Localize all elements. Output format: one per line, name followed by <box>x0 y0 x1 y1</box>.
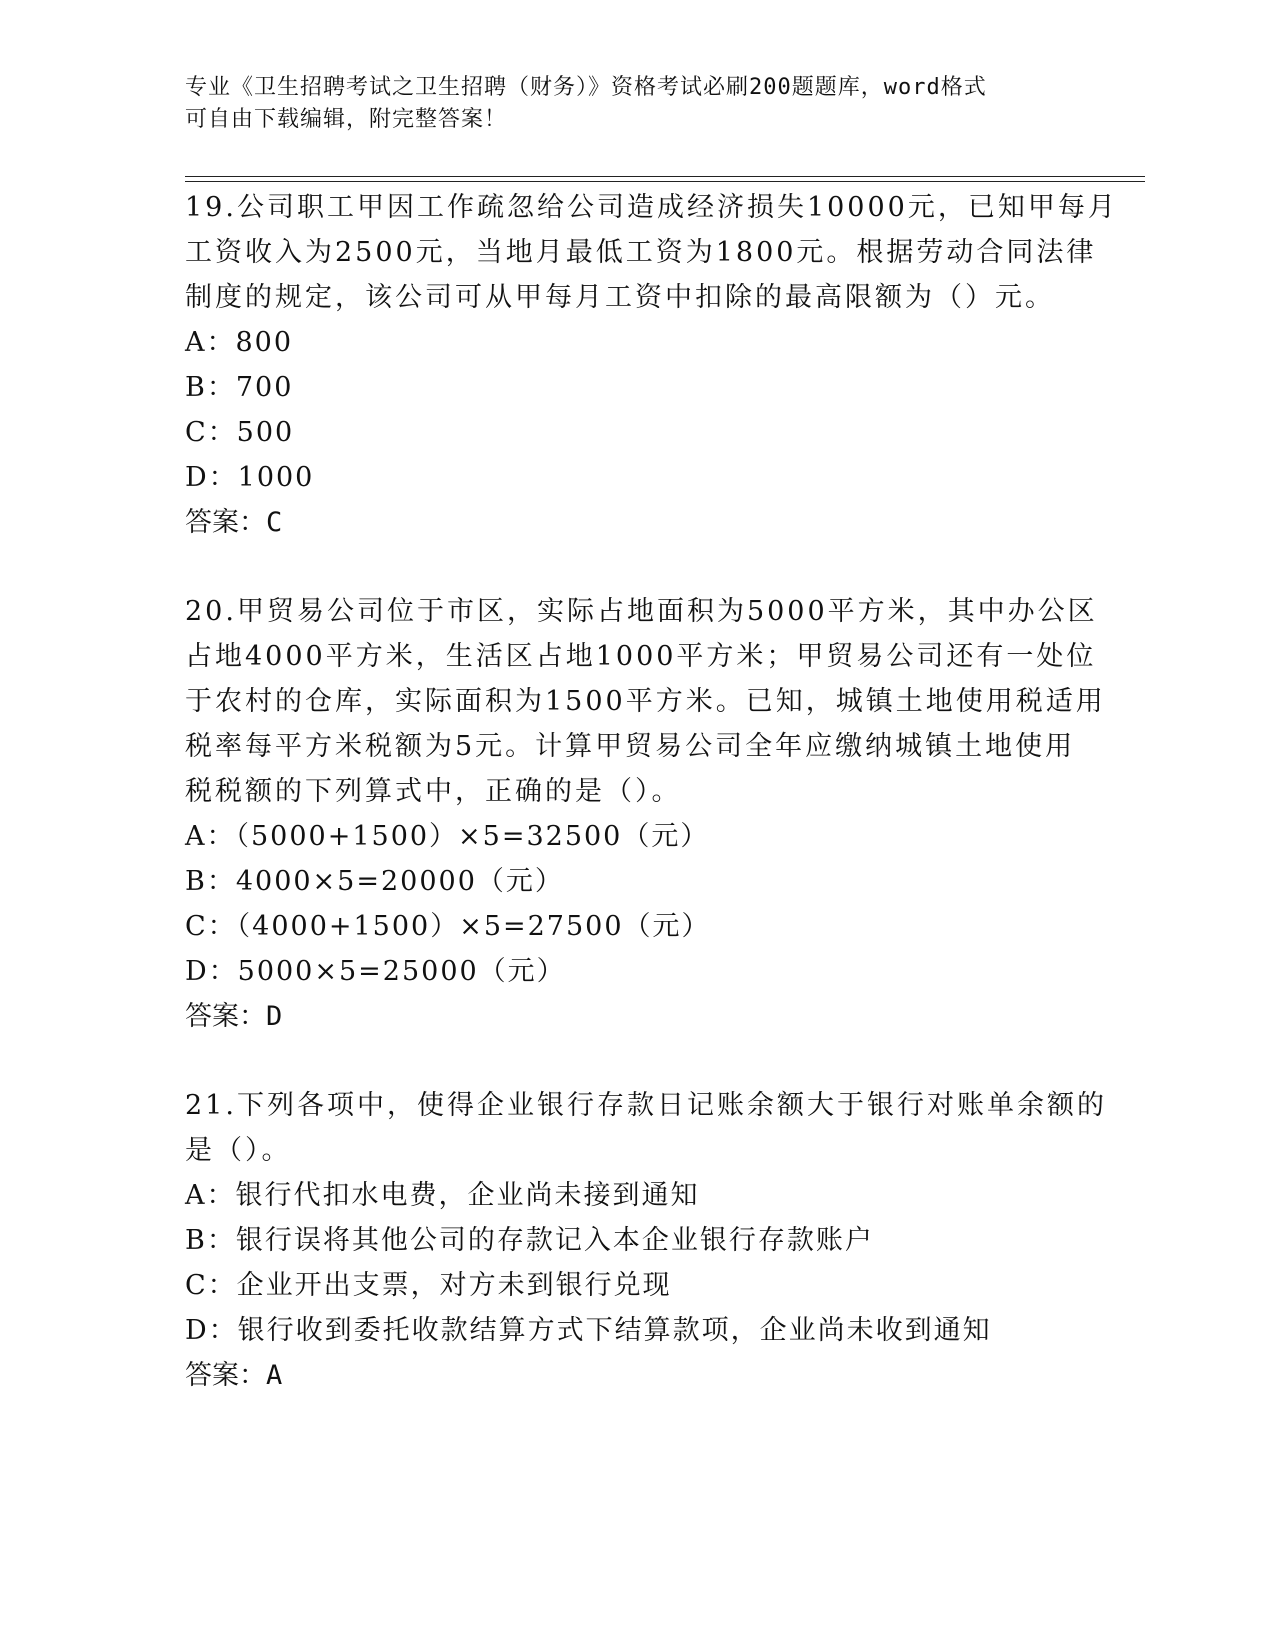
question-text-line: 19.公司职工甲因工作疏忽给公司造成经济损失10000元，已知甲每月 <box>185 192 1118 223</box>
header-divider-bottom <box>185 181 1145 182</box>
question-list <box>185 185 1118 1442</box>
option-b: B：银行误将其他公司的存款记入本企业银行存款账户 <box>185 1225 874 1256</box>
question-text-line: 20.甲贸易公司位于市区，实际占地面积为5000平方米，其中办公区 <box>185 596 1098 627</box>
answer-text: 答案：A <box>185 1360 283 1391</box>
question-text-line: 是（）。 <box>185 1135 292 1166</box>
document-header <box>185 72 1065 136</box>
option-c: C：（4000+1500）×5=27500（元） <box>185 911 711 942</box>
header-line-2: 可自由下载编辑，附完整答案！ <box>185 107 508 132</box>
answer-text: 答案：D <box>185 1001 283 1032</box>
question-text-line: 工资收入为2500元，当地月最低工资为1800元。根据劳动合同法律 <box>185 237 1097 268</box>
option-b: B：700 <box>185 372 294 403</box>
question-text-line: 21.下列各项中，使得企业银行存款日记账余额大于银行对账单余额的 <box>185 1090 1107 1121</box>
option-a: A：银行代扣水电费，企业尚未接到通知 <box>185 1180 700 1211</box>
header-line-1: 专业《卫生招聘考试之卫生招聘（财务）》资格考试必刷200题题库，word格式 <box>185 75 987 100</box>
question-text-line: 占地4000平方米，生活区占地1000平方米；甲贸易公司还有一处位 <box>185 641 1097 672</box>
question-20 <box>185 589 1106 1039</box>
answer-text: 答案：C <box>185 507 283 538</box>
option-a: A：（5000+1500）×5=32500（元） <box>185 821 710 852</box>
question-text-line: 制度的规定，该公司可从甲每月工资中扣除的最高限额为（）元。 <box>185 282 1055 313</box>
option-a: A：800 <box>185 327 294 358</box>
option-d: D：5000×5=25000（元） <box>185 956 566 987</box>
option-b: B：4000×5=20000（元） <box>185 866 564 897</box>
option-c: C：企业开出支票，对方未到银行兑现 <box>185 1270 672 1301</box>
option-d: D：1000 <box>185 462 315 493</box>
question-text-line: 税率每平方米税额为5元。计算甲贸易公司全年应缴纳城镇土地使用 <box>185 731 1076 762</box>
question-text-line: 于农村的仓库，实际面积为1500平方米。已知，城镇土地使用税适用 <box>185 686 1106 717</box>
question-19 <box>185 185 1118 545</box>
header-divider-top <box>185 176 1145 177</box>
question-21 <box>185 1083 1107 1398</box>
question-text-line: 税税额的下列算式中，正确的是（）。 <box>185 776 682 807</box>
option-c: C：500 <box>185 417 295 448</box>
option-d: D：银行收到委托收款结算方式下结算款项，企业尚未收到通知 <box>185 1315 992 1346</box>
